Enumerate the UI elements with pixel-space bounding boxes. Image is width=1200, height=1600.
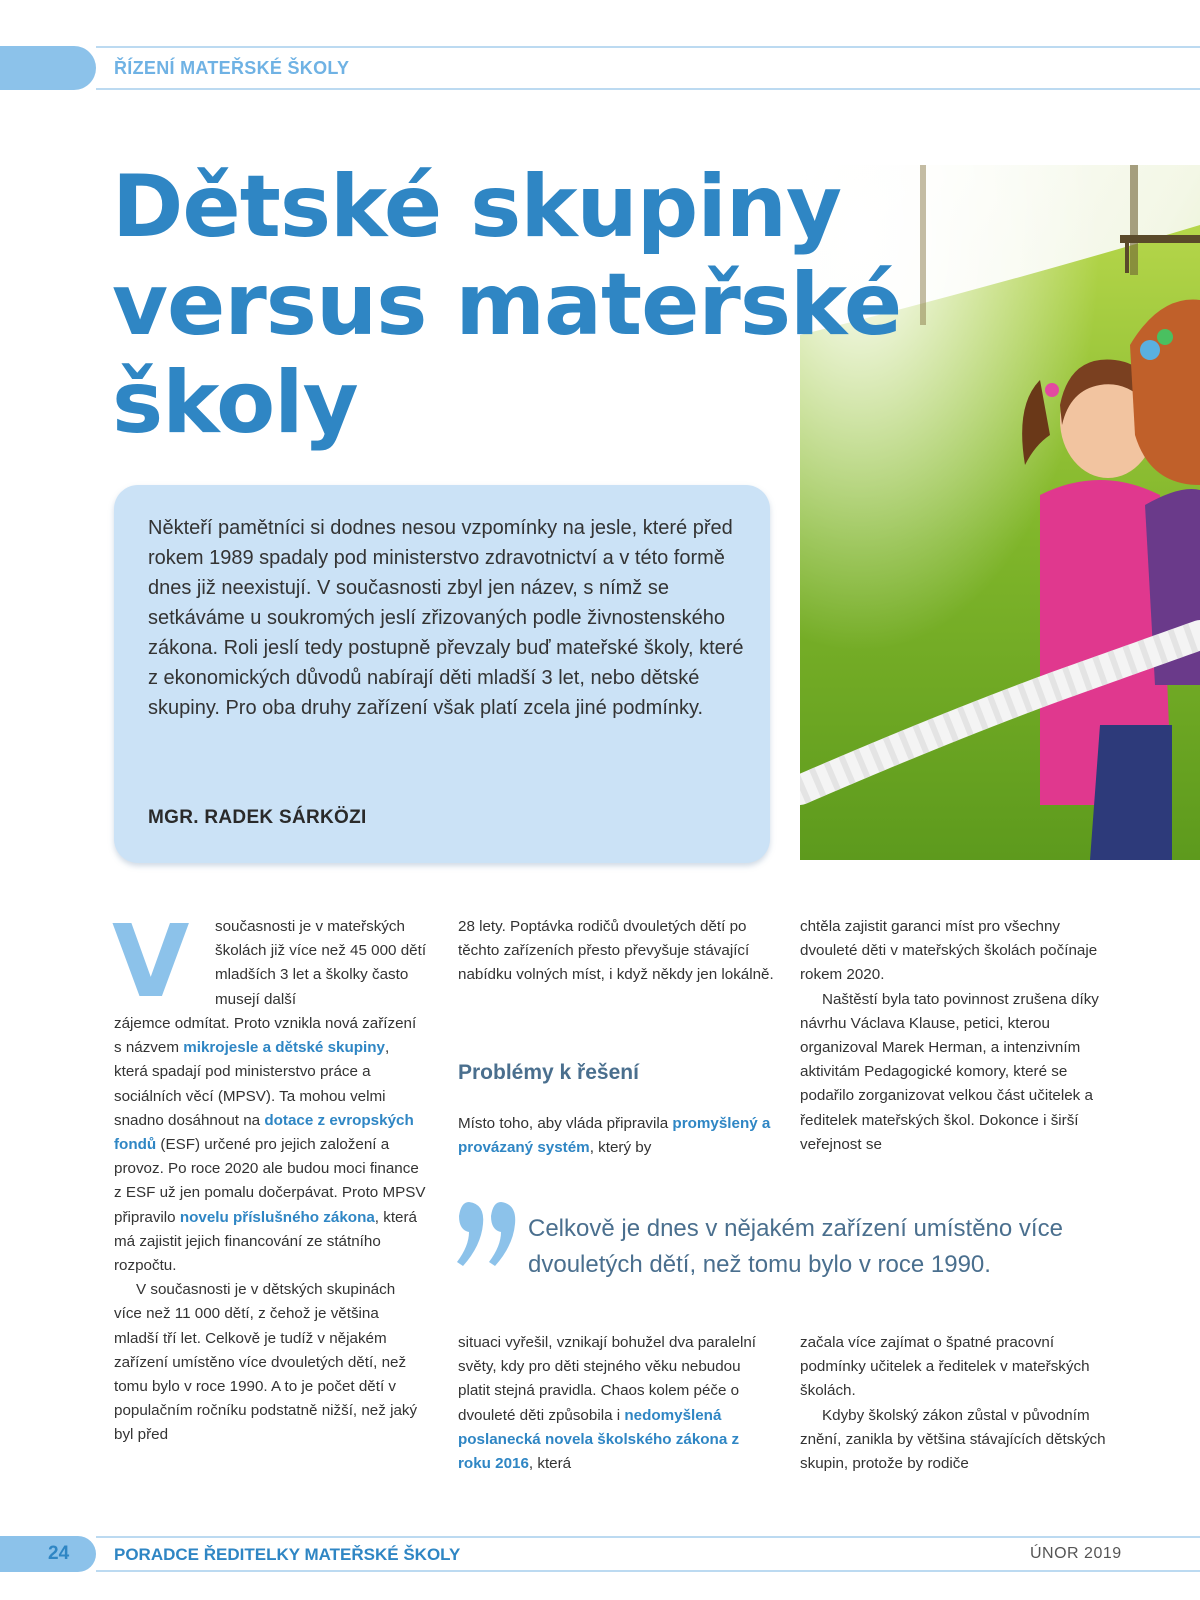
text-run: (ESF) určené pro jejich založení a provoz. Po roce 2020 ale budou moci finance z ESF už jen pomalu dočerpávat. Proto MPSV připravilo	[114, 1136, 426, 1226]
header-rule-bottom	[96, 88, 1200, 90]
header-rule-top	[96, 46, 1200, 48]
paragraph: 28 lety. Poptávka rodičů dvouletých dětí po těchto zařízeních přesto převyšuje stávající nabídku volných míst, i když někdy jen lokálně.	[458, 918, 774, 984]
title-line-1: Dětské skupiny	[112, 157, 842, 257]
column-1-top	[215, 915, 427, 1012]
paragraph	[458, 1331, 776, 1476]
issue-date: ÚNOR 2019	[1030, 1545, 1122, 1562]
column-1	[114, 1012, 427, 1448]
paragraph	[458, 1112, 776, 1160]
lead-paragraph: Někteří pamětníci si dodnes nesou vzpomínky na jesle, které před rokem 1989 spadaly pod ministerstvo zdravotnictví a v této formě dnes již neexistují. V současnosti zbyl jen název, s nímž se setkáváme u soukromých jeslí zřizovaných podle živnostenského zákona. Roli jeslí tedy postupně převzaly buď mateřské školy, které z ekonomických důvodů nabírají děti mladší 3 let, nebo dětské skupiny. Pro oba druhy zařízení však platí zcela jiné podmínky.	[148, 517, 744, 719]
column-2-bottom	[458, 1331, 776, 1476]
header-tab	[0, 46, 96, 90]
section-label: ŘÍZENÍ MATEŘSKÉ ŠKOLY	[114, 58, 350, 78]
text-run: Místo toho, aby vláda připravila	[458, 1115, 673, 1132]
drop-cap: V	[112, 903, 190, 1020]
text-run: , která	[528, 1455, 572, 1473]
pull-quote: Celkově je dnes v nějakém zařízení umístěno více dvouletých dětí, než tomu bylo v roce 1990.	[528, 1215, 1063, 1278]
link-mikrojesle[interactable]: mikrojesle a dětské skupiny	[183, 1039, 385, 1057]
publication-name: PORADCE ŘEDITELKY MATEŘSKÉ ŠKOLY	[114, 1545, 461, 1564]
footer-rule-bottom	[96, 1570, 1200, 1572]
paragraph	[114, 1012, 427, 1278]
paragraph: Kdyby školský zákon zůstal v původním znění, zanikla by většina stávajících dětských skupin, protože by rodiče	[800, 1406, 1106, 1473]
paragraph: začala více zajímat o špatné pracovní podmínky učitelek a ředitelek v mateřských školách.	[800, 1334, 1090, 1400]
column-2-middle	[458, 1112, 776, 1160]
footer-rule-top	[96, 1536, 1200, 1538]
subheading: Problémy k řešení	[458, 1061, 639, 1084]
column-2-top	[458, 915, 776, 988]
column-3-bottom	[800, 1331, 1110, 1476]
author-name: MGR. RADEK SÁRKÖZI	[148, 807, 367, 828]
text-run: , která spadají pod ministerstvo práce a sociálních věcí (MPSV). Ta mohou velmi snadno dosáhnout na	[114, 1039, 390, 1129]
link-dotace[interactable]: dotace z evropských fondů	[114, 1111, 414, 1154]
lead-box	[114, 485, 770, 863]
link-novela[interactable]: novelu příslušného zákona	[179, 1208, 375, 1226]
title-line-3: školy	[112, 353, 358, 453]
text-run: , který by	[589, 1139, 652, 1157]
quote-icon	[455, 1200, 519, 1275]
article-title	[112, 158, 932, 452]
link-system[interactable]: promyšlený a provázaný systém	[458, 1115, 771, 1157]
paragraph: chtěla zajistit garanci míst pro všechny dvouleté děti v mateřských školách počínaje rokem 2020.	[800, 918, 1098, 984]
paragraph: současnosti je v mateřských školách již více než 45 000 dětí mladších 3 let a školky často musejí další	[215, 918, 427, 1008]
page-number: 24	[48, 1543, 70, 1564]
text-run: , která má zajistit jejich financování ze státního rozpočtu.	[114, 1208, 418, 1275]
link-novela-skolskeho-zakona[interactable]: nedomyšlená poslanecká novela školského zákona z roku 2016	[458, 1406, 740, 1473]
paragraph: Naštěstí byla tato povinnost zrušena díky návrhu Václava Klause, petici, kterou organizoval Marek Herman, a intenzivním aktivitám Pedagogické komory, které se podařilo zorganizovat velkou část učitelek a ředitelek mateřských škol. Dokonce i širší veřejnost se	[800, 990, 1099, 1153]
title-line-2: versus mateřské	[112, 255, 902, 355]
paragraph: V současnosti je v dětských skupinách více než 11 000 dětí, z čehož je většina mladší tří let. Celkově je tudíž v nějakém zařízení umístěno více dvouletých dětí, než tomu bylo v roce 1990. A to je počet dětí v populačním ročníku podstatně nižší, než jaký byl před	[114, 1281, 418, 1444]
text-run: zájemce odmítat. Proto vznikla nová zařízení s názvem	[114, 1015, 417, 1057]
text-run: situaci vyřešil, vznikají bohužel dva paralelní světy, kdy pro děti stejného věku nebudou platit stejná pravidla. Chaos kolem péče o dvouleté děti způsobila i	[458, 1334, 756, 1424]
column-3-top	[800, 915, 1110, 1157]
